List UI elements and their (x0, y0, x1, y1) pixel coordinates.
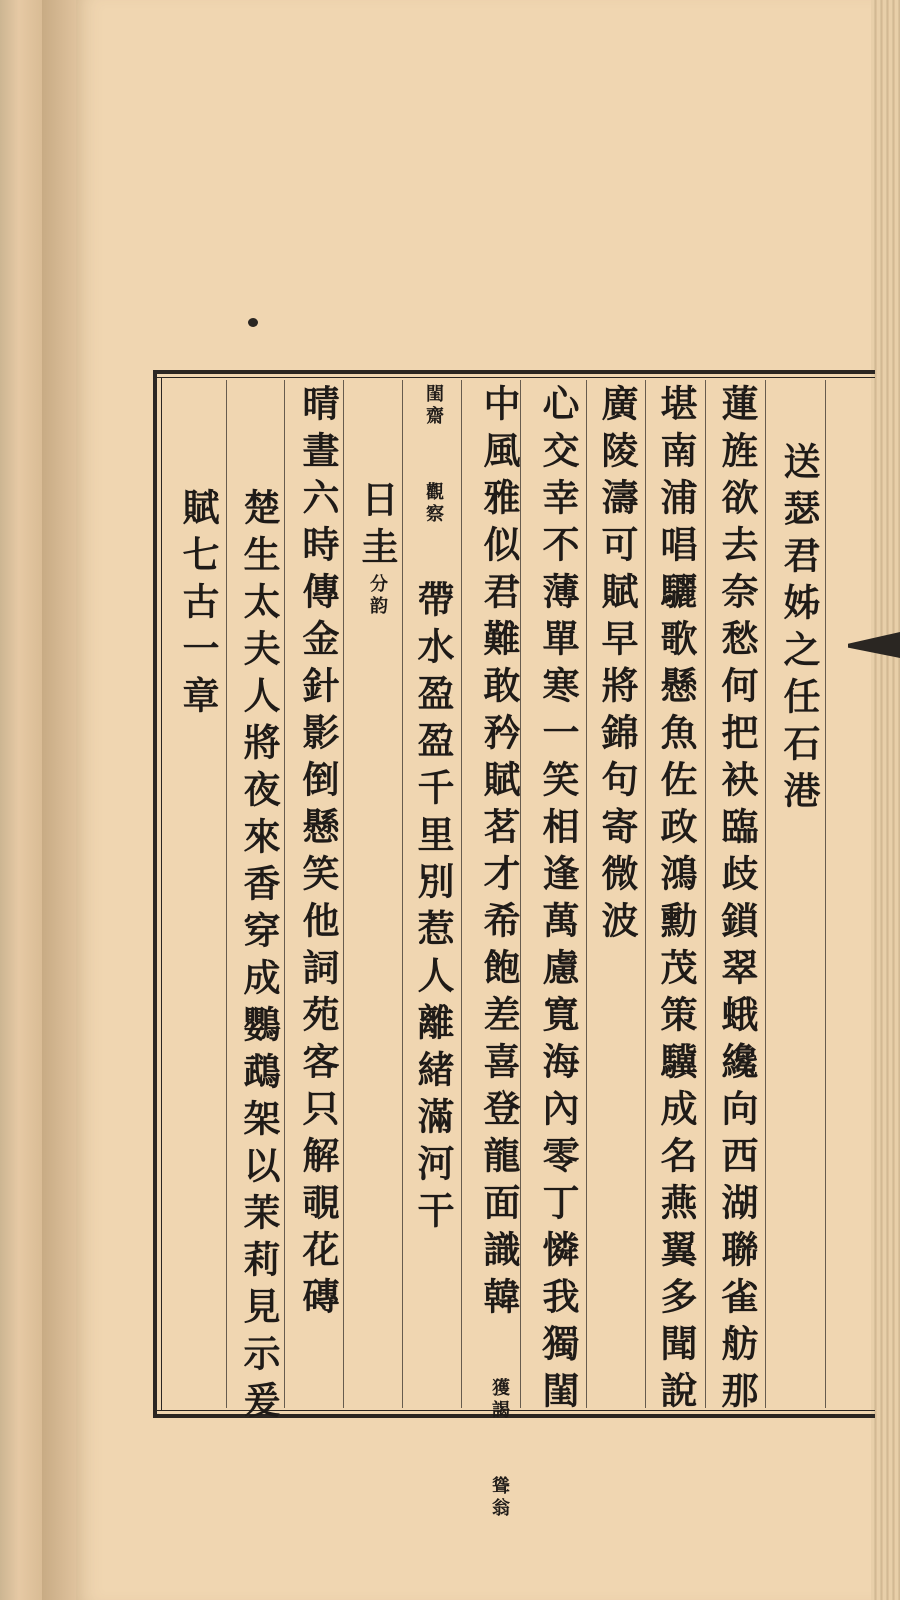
column-divider (765, 380, 766, 1408)
column-7-note-right: 閨齋 (423, 384, 444, 428)
column-8-small-note: 分韵 (367, 574, 388, 618)
column-6-note-left: 聳翁 (489, 1476, 510, 1520)
column-6 (471, 384, 527, 1520)
column-11: 賦七古一章 (176, 488, 220, 723)
column-divider (645, 380, 646, 1408)
page-stack-edge (871, 0, 900, 1600)
column-divider (461, 380, 462, 1408)
column-6-note-right: 獲謁 (489, 1378, 510, 1422)
column-2: 蓮旌欲去奈愁何把袂臨歧鎖翠蛾纔向西湖聯雀舫那 (715, 384, 759, 1418)
column-6-text: 中風雅似君難敢矜賦茗才希飽差喜登龍面識韓 (477, 384, 521, 1324)
column-10: 楚生太夫人將夜來香穿成鸚鵡架以茉莉見示爰 (237, 488, 281, 1428)
column-8 (349, 480, 405, 618)
column-3: 堪南浦唱驪歌懸魚佐政鴻勳茂策驥成名燕翼多聞說 (654, 384, 698, 1418)
ink-dot (248, 318, 258, 327)
text-frame (153, 370, 875, 1520)
column-7-text: 帶水盈盈千里別惹人離緒滿河干 (411, 580, 455, 1238)
column-divider (705, 380, 706, 1408)
column-7 (405, 384, 461, 1238)
column-1-title: 送瑟君姊之任石港 (777, 442, 821, 818)
column-7-note-left: 觀察 (423, 482, 444, 526)
column-divider (586, 380, 587, 1408)
book-gutter (42, 0, 76, 1600)
column-divider (226, 380, 227, 1408)
frame-top-rule (153, 370, 875, 374)
column-8-text: 日圭 (355, 480, 399, 574)
book-left-edge (0, 0, 43, 1600)
column-4: 廣陵濤可賦早將錦句寄微波 (595, 384, 639, 948)
frame-left-rule (153, 370, 157, 1418)
column-5: 心交幸不薄單寒一笑相逢萬慮寬海內零丁憐我獨閨 (536, 384, 580, 1418)
column-9: 晴晝六時傳金針影倒懸笑他詞苑客只解覗花磚 (296, 384, 340, 1324)
frame-left-rule-inner (161, 378, 162, 1410)
frame-top-rule-inner (153, 377, 875, 378)
